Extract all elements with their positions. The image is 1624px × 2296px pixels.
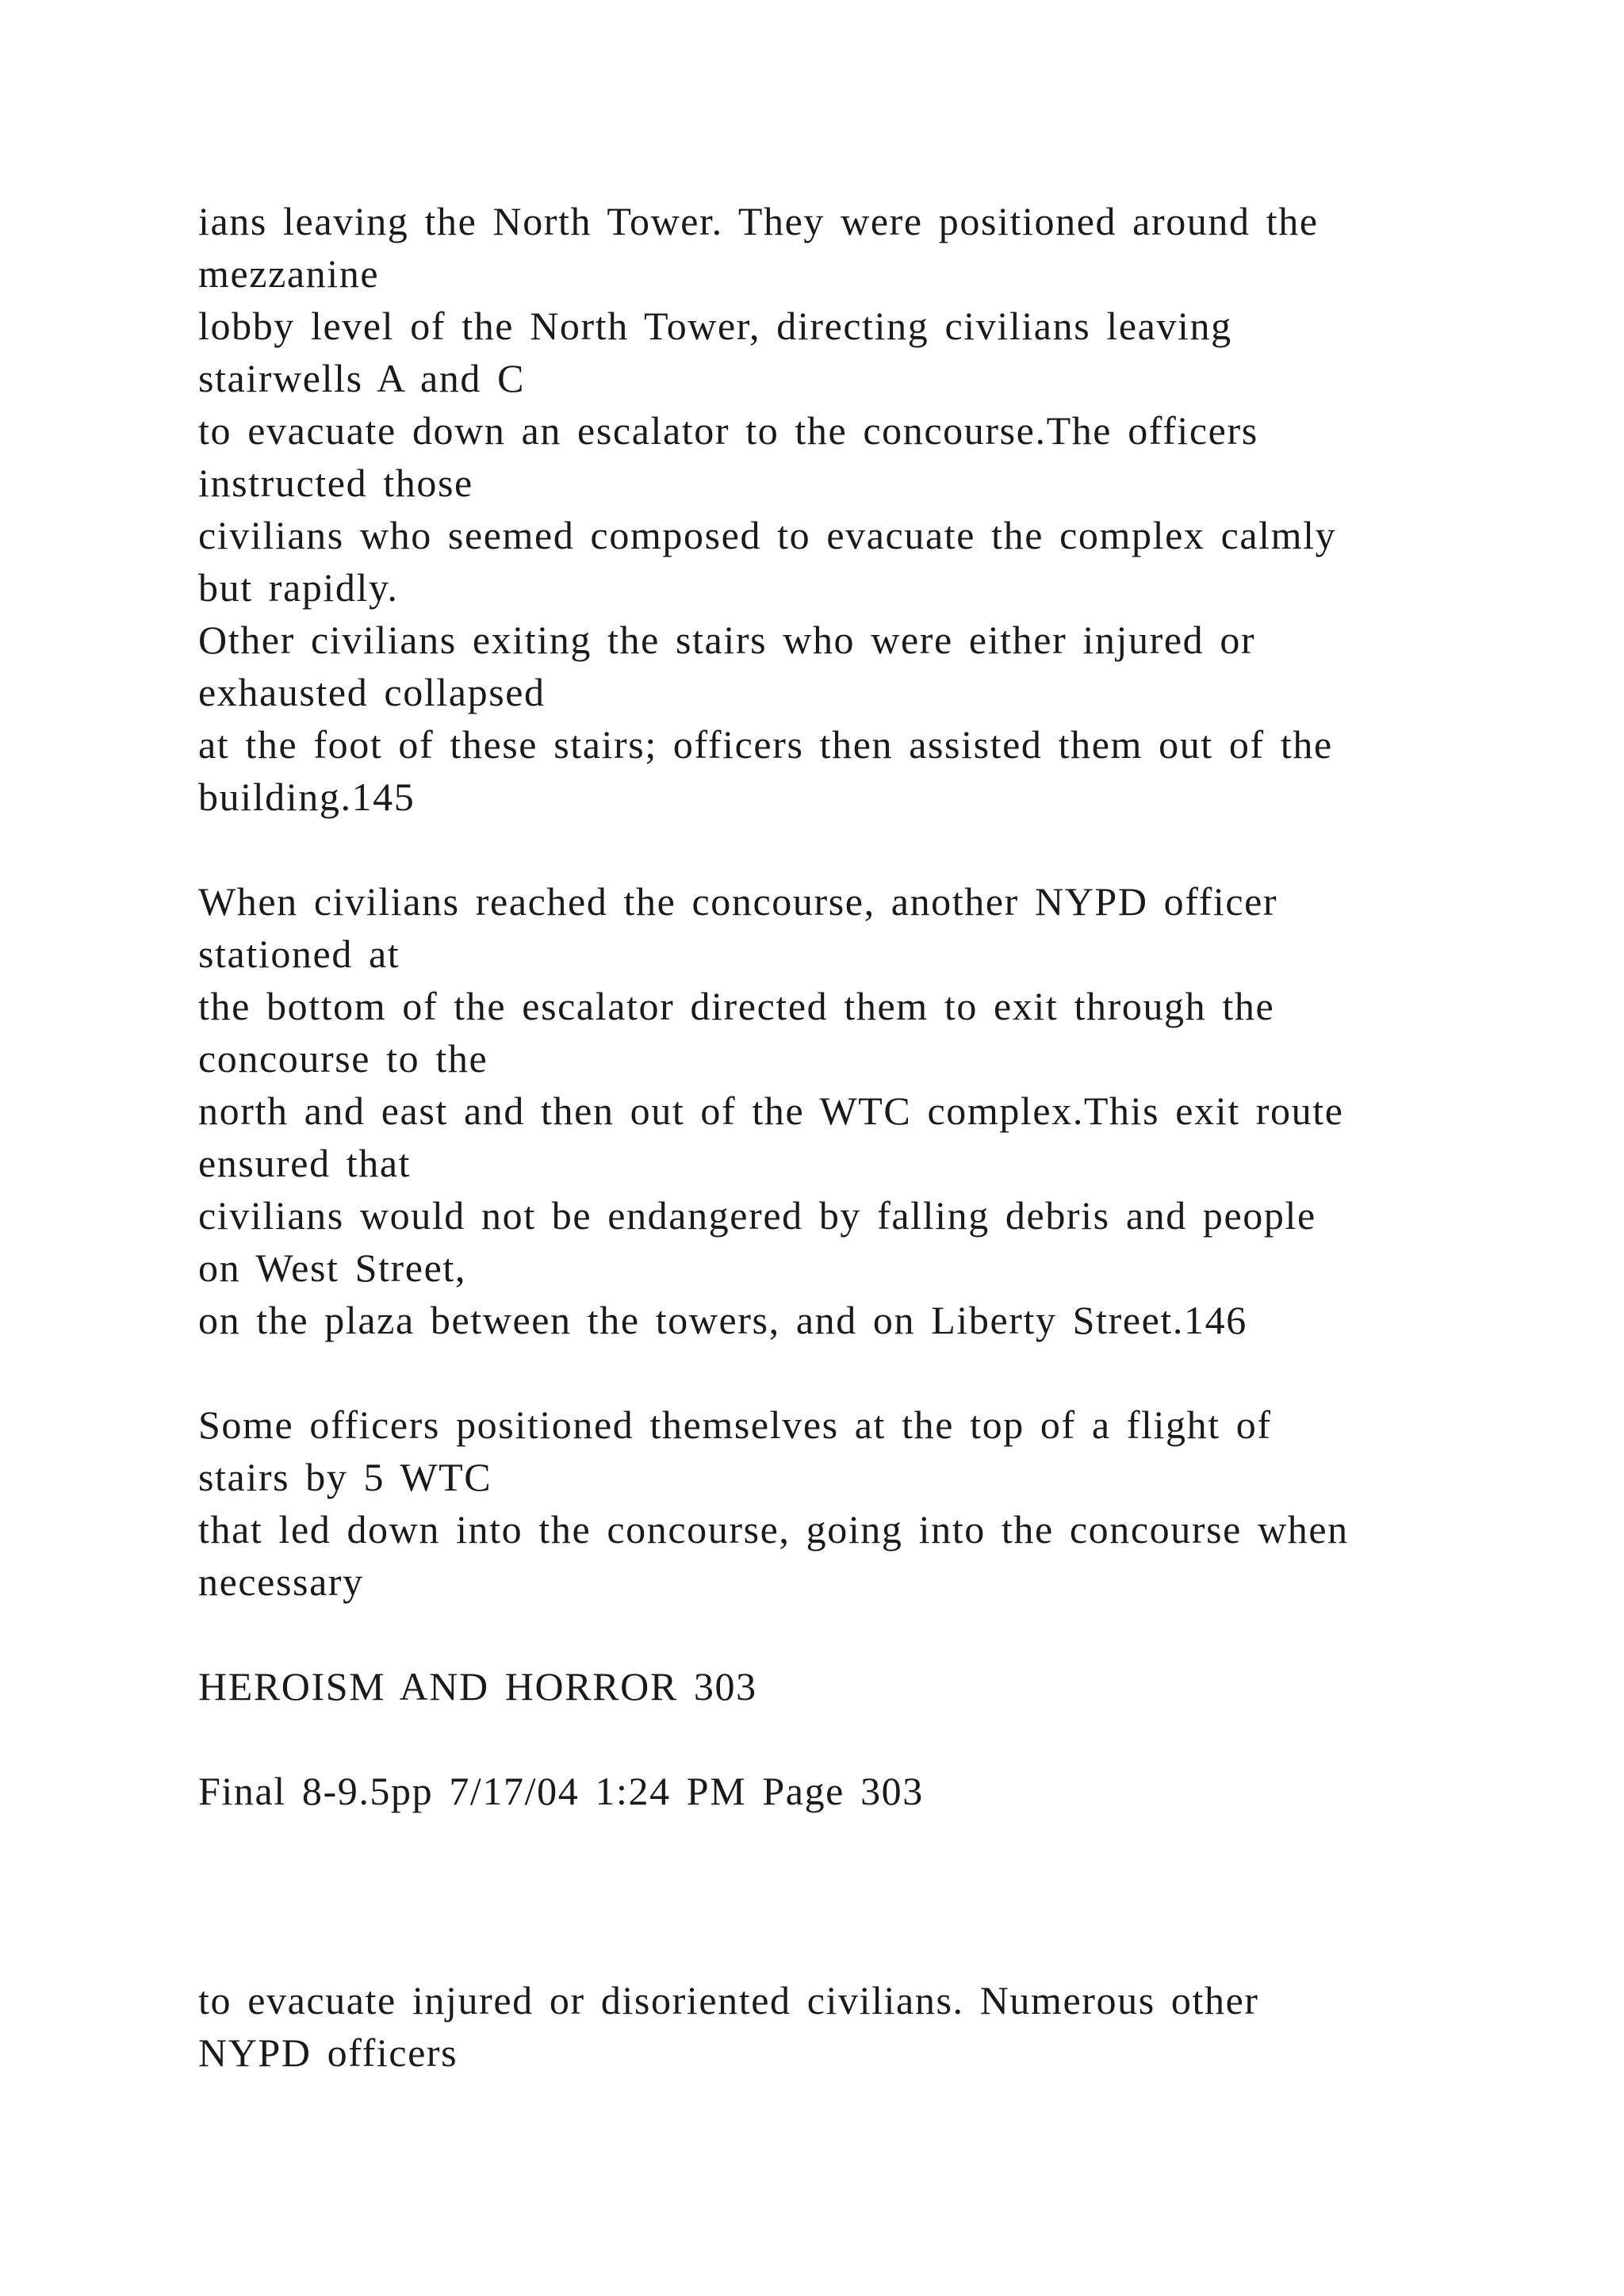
text-line: civilians who seemed composed to evacuate the complex calmly bbox=[198, 513, 1337, 557]
text-line: on the plaza between the towers, and on Liberty Street.146 bbox=[198, 1298, 1247, 1342]
text-line: civilians would not be endangered by falling debris and people bbox=[198, 1193, 1316, 1238]
text-line: but rapidly. bbox=[198, 565, 399, 610]
text-line: NYPD officers bbox=[198, 2030, 458, 2075]
print-slug: Final 8-9.5pp 7/17/04 1:24 PM Page 303 bbox=[198, 1769, 924, 1813]
text-line: ensured that bbox=[198, 1141, 412, 1185]
text-line: that led down into the concourse, going into the concourse when bbox=[198, 1507, 1349, 1552]
text-line: instructed those bbox=[198, 461, 473, 505]
text-line: exhausted collapsed bbox=[198, 670, 546, 714]
text-line: building.145 bbox=[198, 775, 416, 819]
text-line: mezzanine bbox=[198, 251, 380, 296]
text-line: to evacuate injured or disoriented civilians. Numerous other bbox=[198, 1978, 1259, 2022]
text-line: stationed at bbox=[198, 932, 400, 976]
text-line: north and east and then out of the WTC complex.This exit route bbox=[198, 1089, 1344, 1133]
text-line: concourse to the bbox=[198, 1036, 488, 1081]
text-line: Other civilians exiting the stairs who were either injured or bbox=[198, 618, 1256, 662]
text-line: necessary bbox=[198, 1559, 364, 1604]
text-line: to evacuate down an escalator to the concourse.The officers bbox=[198, 408, 1258, 453]
text-line: at the foot of these stairs; officers then assisted them out of the bbox=[198, 722, 1333, 767]
text-line: When civilians reached the concourse, another NYPD officer bbox=[198, 879, 1278, 924]
text-line: stairwells A and C bbox=[198, 356, 526, 400]
text-line: the bottom of the escalator directed them to exit through the bbox=[198, 984, 1275, 1028]
running-footer: HEROISM AND HORROR 303 bbox=[198, 1664, 757, 1709]
text-line: lobby level of the North Tower, directing civilians leaving bbox=[198, 304, 1232, 348]
text-line: Some officers positioned themselves at the top of a flight of bbox=[198, 1402, 1272, 1447]
text-line: stairs by 5 WTC bbox=[198, 1455, 492, 1499]
text-line: ians leaving the North Tower. They were positioned around the bbox=[198, 199, 1319, 243]
text-line: on West Street, bbox=[198, 1246, 466, 1290]
